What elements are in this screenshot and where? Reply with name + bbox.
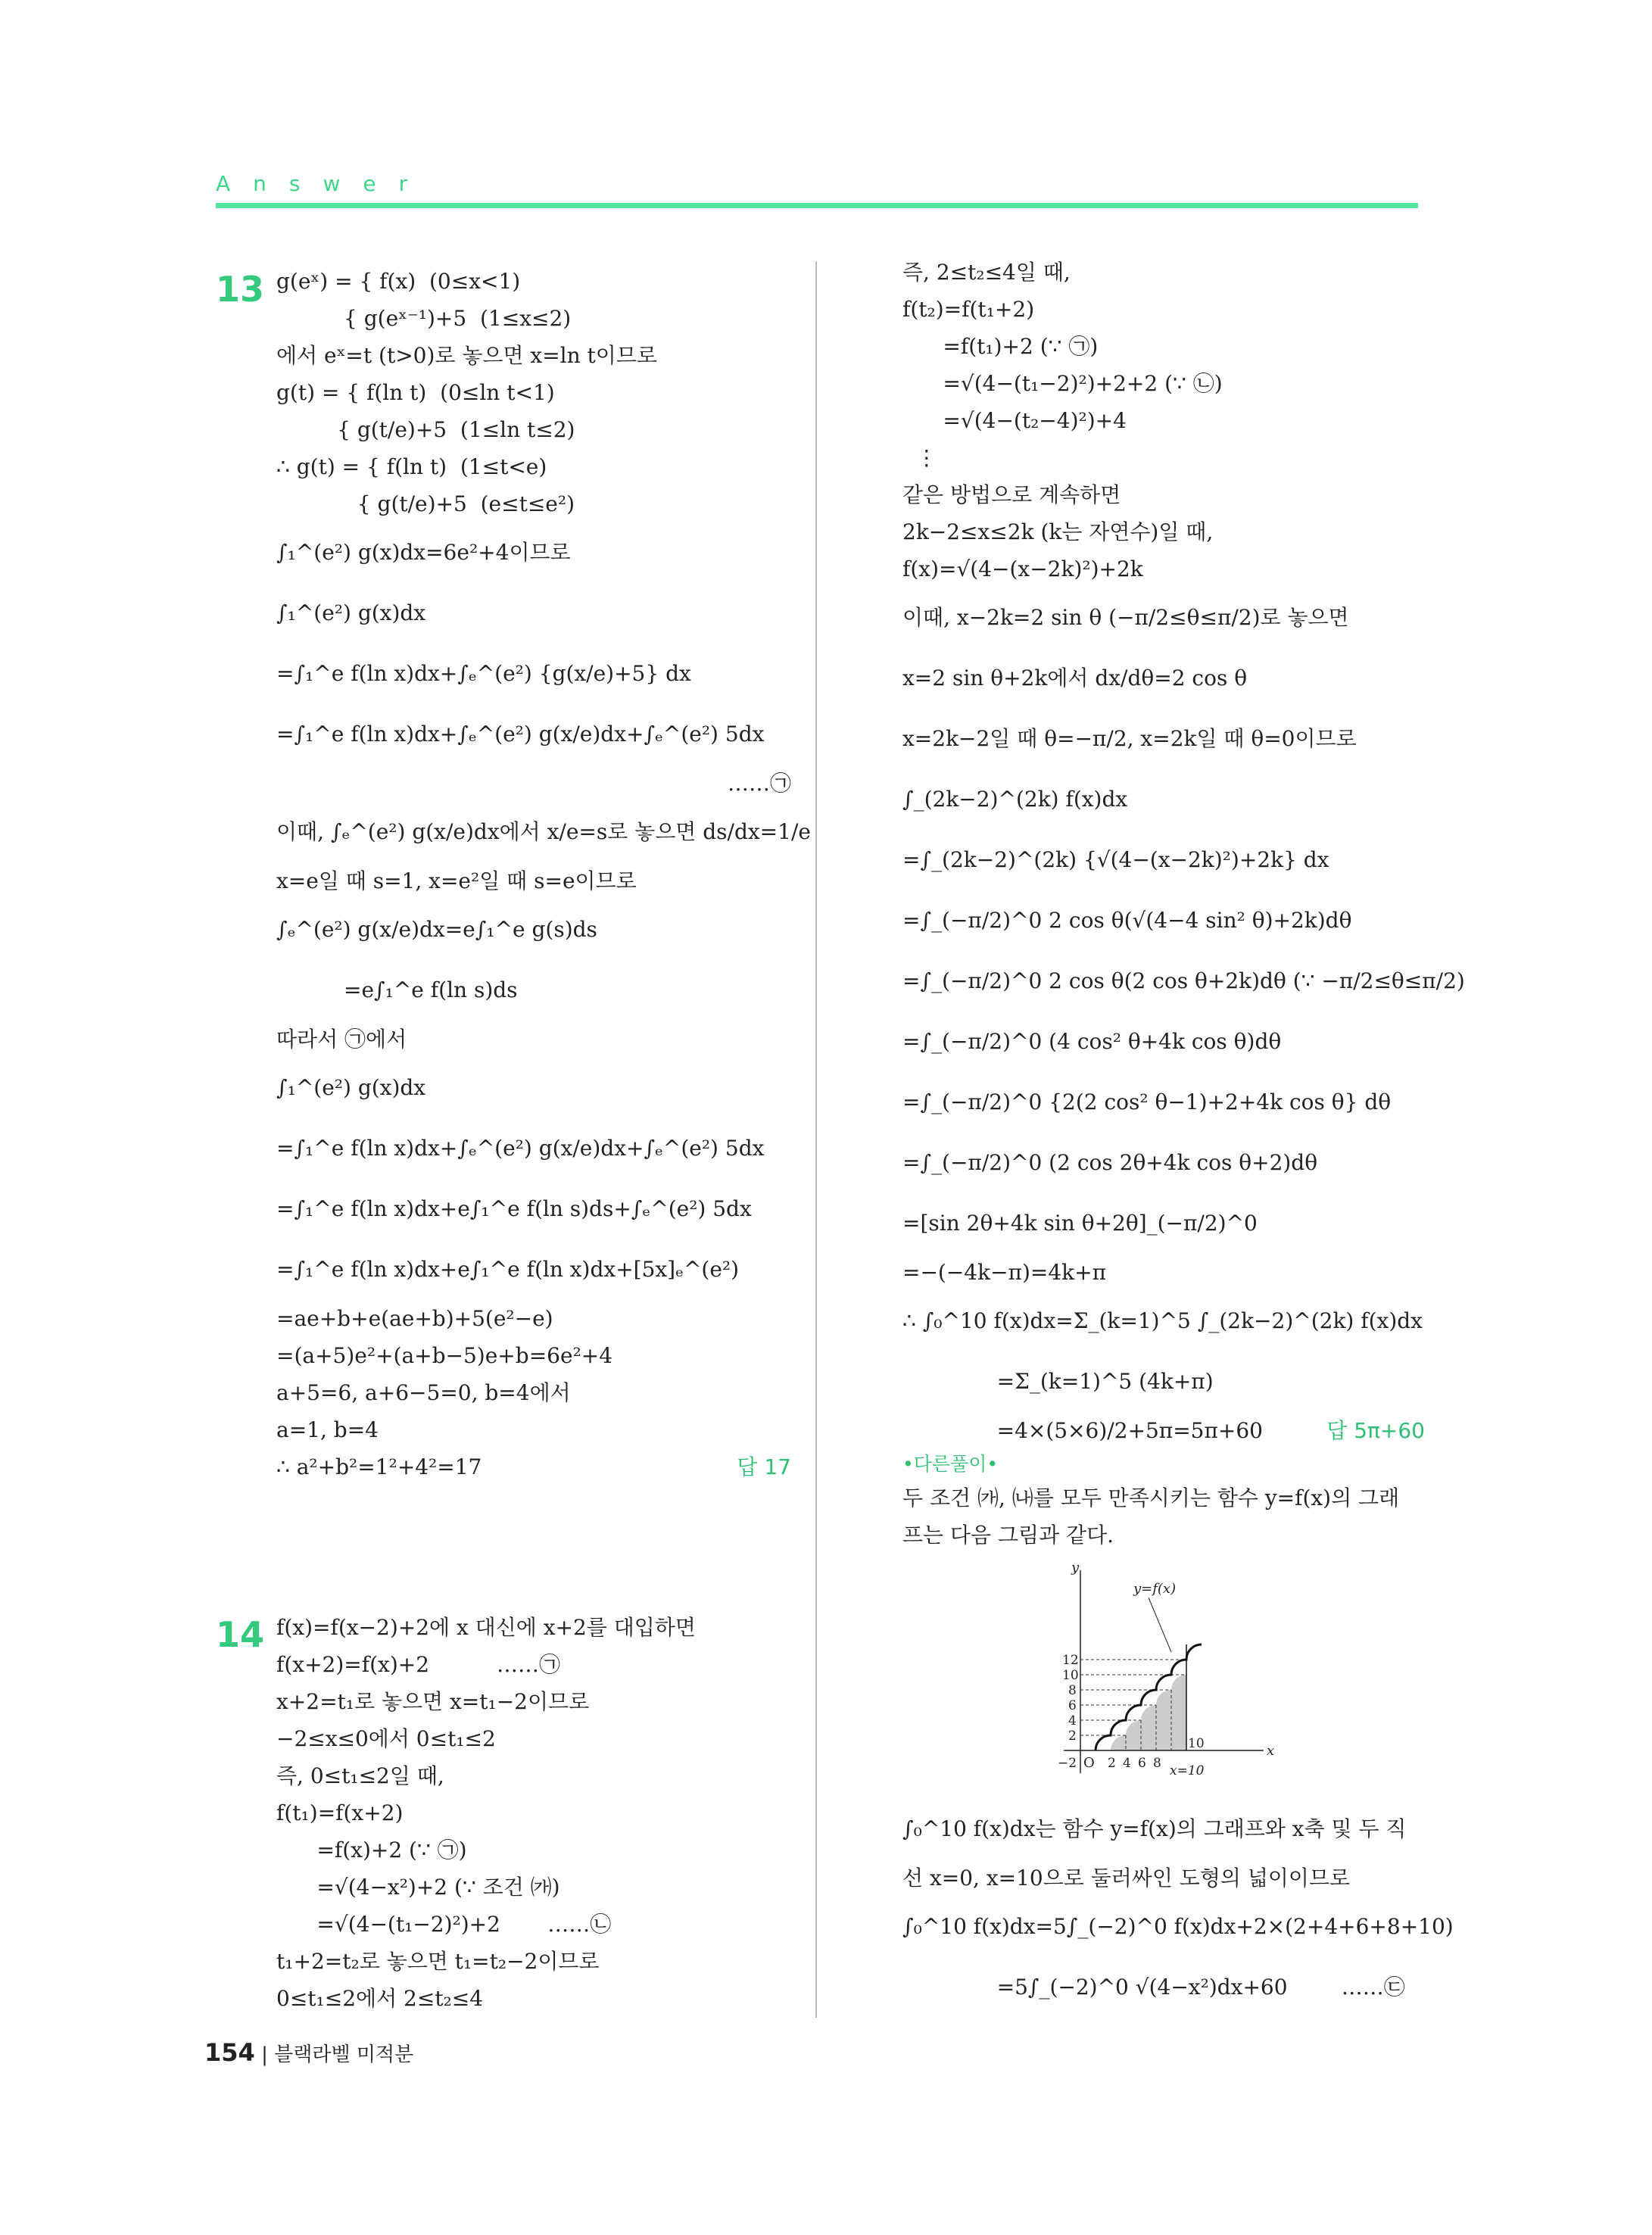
- p14-line: f(x)=√(4−(x−2k)²)+2k: [902, 556, 1143, 581]
- p14-line: f(t₂)=f(t₁+2): [902, 297, 1035, 322]
- y-tick-label: 12: [1062, 1653, 1079, 1668]
- x-tick-label: 10: [1188, 1736, 1205, 1751]
- p14-line: =f(x)+2 (∵ ㉠): [276, 1838, 467, 1862]
- p13-line: g(t) = { f(ln t) (0≤ln t<1): [276, 380, 555, 405]
- x-tick-label: −2: [1058, 1756, 1077, 1771]
- p14-final-expression: =4×(5×6)/2+5π=5π+60: [902, 1418, 1263, 1443]
- p14-line: −2≤x≤0에서 0≤t₁≤2: [276, 1726, 496, 1751]
- boundary-label: x=10: [1170, 1763, 1205, 1778]
- x-tick-label: 4: [1123, 1756, 1131, 1771]
- p14-line: =∫_(2k−2)^(2k) {√(4−(x−2k)²)+2k} dx: [902, 847, 1329, 872]
- p14-line: f(t₁)=f(x+2): [276, 1800, 404, 1825]
- header-rule: [216, 203, 1418, 208]
- p14-alt-line: 선 x=0, x=10으로 둘러싸인 도형의 넓이이므로: [902, 1866, 1351, 1891]
- p14-line: =√(4−(t₂−4)²)+4: [902, 408, 1127, 433]
- x-tick-label: 8: [1153, 1756, 1161, 1771]
- p14-line: x+2=t₁로 놓으면 x=t₁−2이므로: [276, 1689, 590, 1714]
- column-divider: [815, 261, 817, 2018]
- p13-line: 따라서 ㉠에서: [276, 1027, 407, 1052]
- curve-label: y=f(x): [1133, 1581, 1177, 1597]
- p14-line: ⋮: [902, 445, 937, 470]
- p14-line: =∫_(−π/2)^0 2 cos θ(√(4−4 sin² θ)+2k)dθ: [902, 908, 1352, 933]
- p14-line: ∴ ∫₀^10 f(x)dx=Σ_(k=1)^5 ∫_(2k−2)^(2k) f(x)dx: [902, 1308, 1423, 1333]
- p14-line: 즉, 0≤t₁≤2일 때,: [276, 1763, 444, 1788]
- p13-line: =∫₁^e f(ln x)dx+∫ₑ^(e²) {g(x/e)+5} dx: [276, 661, 691, 686]
- p13-line: ∫₁^(e²) g(x)dx: [276, 1075, 426, 1100]
- p14-line: x=2 sin θ+2k에서 dx/dθ=2 cos θ: [902, 666, 1248, 690]
- p14-alt-line: ∫₀^10 f(x)dx는 함수 y=f(x)의 그래프와 x축 및 두 직: [902, 1816, 1407, 1841]
- book-title: 블랙라벨 미적분: [274, 2043, 414, 2066]
- p13-line: { g(eˣ⁻¹)+5 (1≤x≤2): [276, 306, 572, 331]
- right-column: [902, 254, 1465, 2018]
- p13-line: =ae+b+e(ae+b)+5(e²−e): [276, 1306, 553, 1331]
- p13-line: { g(t/e)+5 (1≤ln t≤2): [276, 417, 575, 442]
- p13-final-expression: ∴ a²+b²=1²+4²=17: [276, 1454, 482, 1479]
- page-number: 154: [204, 2038, 255, 2067]
- p14-alt-line: 프는 다음 그림과 같다.: [902, 1523, 1114, 1548]
- p14-alt-line: 두 조건 ㈎, ㈏를 모두 만족시키는 함수 y=f(x)의 그래: [902, 1485, 1400, 1510]
- p14-final-line: [902, 1412, 1425, 1449]
- problem-13-solution: [276, 263, 811, 1485]
- x-tick-label: 6: [1138, 1756, 1146, 1771]
- p14-line: 같은 방법으로 계속하면: [902, 482, 1121, 507]
- p14-alt-line: ∫₀^10 f(x)dx=5∫_(−2)^0 f(x)dx+2×(2+4+6+8+10): [902, 1914, 1454, 1939]
- problem-14-solution-part1: [276, 1609, 791, 2017]
- p13-line: ∫ₑ^(e²) g(x/e)dx=e∫₁^e g(s)ds: [276, 917, 597, 942]
- p14-line: =f(t₁)+2 (∵ ㉠): [902, 334, 1099, 359]
- y-tick-label: 4: [1068, 1713, 1077, 1728]
- p13-line: =∫₁^e f(ln x)dx+∫ₑ^(e²) g(x/e)dx+∫ₑ^(e²) 5dx: [276, 1136, 765, 1161]
- y-tick-label: 2: [1068, 1728, 1077, 1744]
- p14-line: 0≤t₁≤2에서 2≤t₂≤4: [276, 1986, 484, 2011]
- p14-line: =∫_(−π/2)^0 {2(2 cos² θ−1)+2+4k cos θ} dθ: [902, 1089, 1392, 1114]
- footer-separator: |: [261, 2043, 275, 2066]
- p13-line: =e∫₁^e f(ln s)ds: [276, 977, 518, 1002]
- p13-line: 에서 eˣ=t (t>0)로 놓으면 x=ln t이므로: [276, 343, 657, 368]
- p13-line: 이때, ∫ₑ^(e²) g(x/e)dx에서 x/e=s로 놓으면 ds/dx=1/e: [276, 819, 811, 844]
- p14-line: f(x+2)=f(x)+2 ……㉠: [276, 1652, 561, 1677]
- p14-line: x=2k−2일 때 θ=−π/2, x=2k일 때 θ=0이므로: [902, 726, 1357, 751]
- p14-line: =[sin 2θ+4k sin θ+2θ]_(−π/2)^0: [902, 1211, 1258, 1236]
- p13-line: ∫₁^(e²) g(x)dx: [276, 600, 426, 625]
- curve-label-pointer: [1149, 1598, 1171, 1652]
- p14-line: ∫_(2k−2)^(2k) f(x)dx: [902, 787, 1128, 812]
- p14-line: =∫_(−π/2)^0 (4 cos² θ+4k cos θ)dθ: [902, 1029, 1282, 1054]
- p13-line: =∫₁^e f(ln x)dx+e∫₁^e f(ln s)ds+∫ₑ^(e²) 5dx: [276, 1196, 752, 1221]
- p14-line: =−(−4k−π)=4k+π: [902, 1260, 1106, 1285]
- p14-answer: 답 5π+60: [1326, 1418, 1425, 1443]
- p14-line: =Σ_(k=1)^5 (4k+π): [902, 1369, 1214, 1394]
- p14-line: =√(4−(t₁−2)²)+2 ……㉡: [276, 1912, 612, 1937]
- y-tick-label: 6: [1068, 1698, 1077, 1713]
- y-tick-label: 8: [1068, 1683, 1077, 1698]
- p14-alt-line: =5∫_(−2)^0 √(4−x²)dx+60 ……㉢: [902, 1975, 1405, 2000]
- x-axis-label: x: [1267, 1743, 1275, 1759]
- p13-answer: 답 17: [737, 1454, 791, 1479]
- p13-line: a+5=6, a+6−5=0, b=4에서: [276, 1380, 571, 1405]
- function-graph: [1058, 1561, 1277, 1781]
- p13-line: ∫₁^(e²) g(x)dx=6e²+4이므로: [276, 540, 571, 565]
- problem-13-number: 13: [216, 269, 265, 310]
- y-tick-label: 10: [1062, 1668, 1079, 1683]
- answer-header-label: Answer: [216, 171, 431, 196]
- p14-line: t₁+2=t₂로 놓으면 t₁=t₂−2이므로: [276, 1949, 600, 1974]
- p14-line: 이때, x−2k=2 sin θ (−π/2≤θ≤π/2)로 놓으면: [902, 605, 1349, 630]
- p13-line: { g(t/e)+5 (e≤t≤e²): [276, 491, 575, 516]
- p14-line: =√(4−x²)+2 (∵ 조건 ㈎): [276, 1875, 560, 1900]
- problem-14-number: 14: [216, 1614, 265, 1655]
- p14-line: 즉, 2≤t₂≤4일 때,: [902, 260, 1071, 285]
- page-footer: [204, 2038, 413, 2067]
- p13-line: =(a+5)e²+(a+b−5)e+b=6e²+4: [276, 1343, 613, 1368]
- y-axis-label: y: [1071, 1561, 1080, 1576]
- p13-line: =∫₁^e f(ln x)dx+e∫₁^e f(ln x)dx+[5x]ₑ^(e²): [276, 1257, 740, 1282]
- p14-line: =√(4−(t₁−2)²)+2+2 (∵ ㉡): [902, 371, 1223, 396]
- graph-shaded-area: [1111, 1675, 1186, 1750]
- p13-line: =∫₁^e f(ln x)dx+∫ₑ^(e²) g(x/e)dx+∫ₑ^(e²) 5dx: [276, 722, 765, 747]
- p14-line: 2k−2≤x≤2k (k는 자연수)일 때,: [902, 519, 1214, 544]
- p14-line: =∫_(−π/2)^0 (2 cos 2θ+4k cos θ+2)dθ: [902, 1150, 1318, 1175]
- p13-line: g(eˣ) = { f(x) (0≤x<1): [276, 269, 521, 294]
- p14-line: f(x)=f(x−2)+2에 x 대신에 x+2를 대입하면: [276, 1615, 696, 1640]
- origin-label: O: [1083, 1755, 1095, 1771]
- x-tick-label: 2: [1108, 1756, 1116, 1771]
- p13-line: ……㉠: [727, 771, 791, 796]
- p14-line: =∫_(−π/2)^0 2 cos θ(2 cos θ+2k)dθ (∵ −π/2≤θ≤π/2): [902, 968, 1465, 993]
- alternative-solution-tag: •다른풀이•: [902, 1453, 999, 1475]
- p13-line: x=e일 때 s=1, x=e²일 때 s=e이므로: [276, 868, 637, 893]
- p13-line: ∴ g(t) = { f(ln t) (1≤t<e): [276, 454, 547, 479]
- p13-final-line: [276, 1448, 791, 1485]
- p13-line: a=1, b=4: [276, 1417, 379, 1442]
